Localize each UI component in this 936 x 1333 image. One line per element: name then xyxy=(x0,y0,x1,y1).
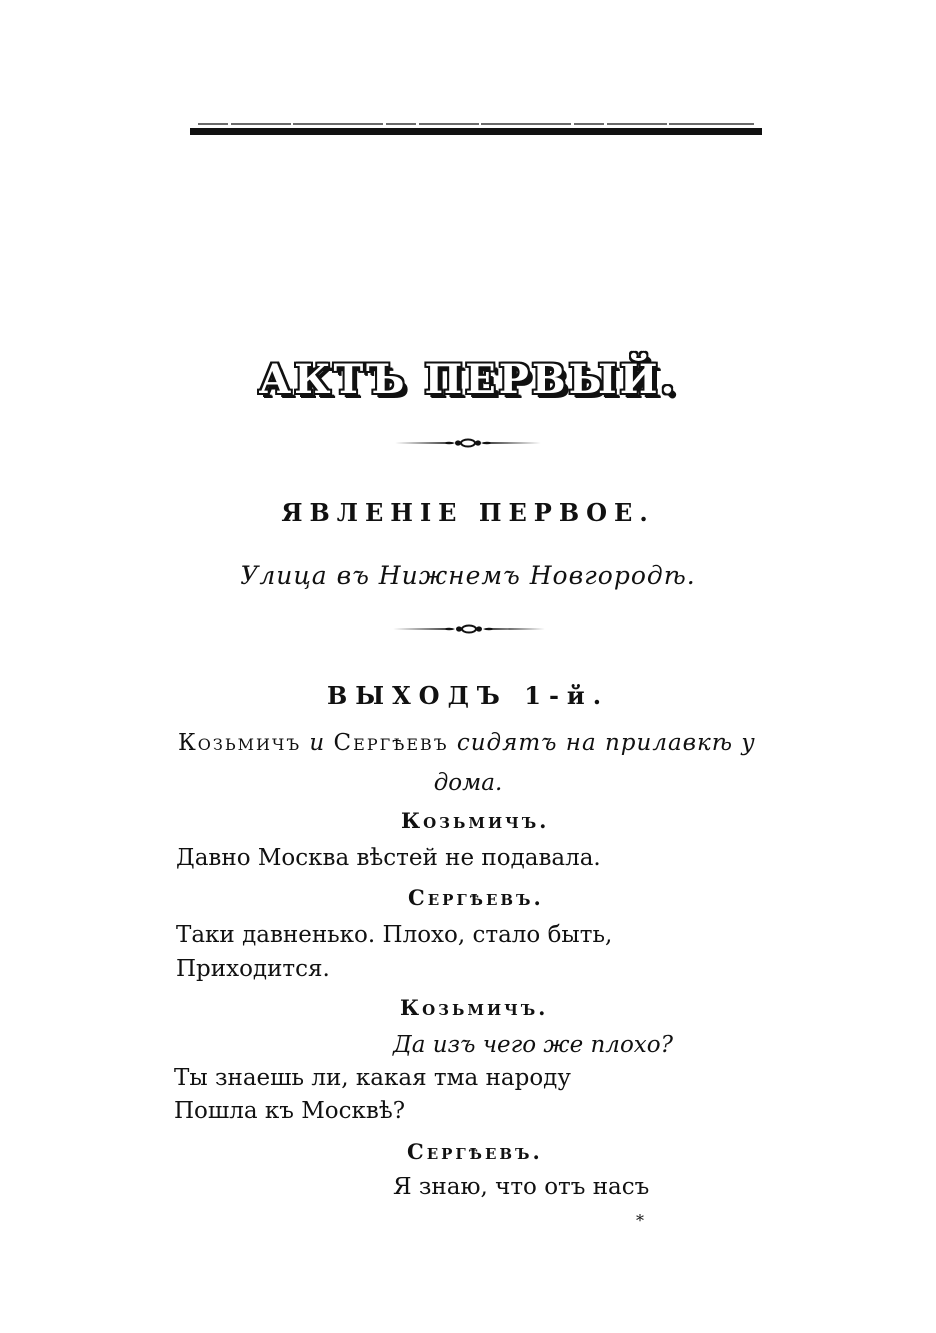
exit-title: ВЫХОДЪ 1-й. xyxy=(326,681,610,710)
speaker-label: Козьмичъ. xyxy=(400,995,549,1020)
dialogue-line: Ты знаешь ли, какая тма народу xyxy=(174,1065,571,1091)
character-name: Козьмичъ xyxy=(178,730,302,756)
dialogue-line: Да изъ чего же плохо? xyxy=(393,1032,673,1058)
signature-mark: * xyxy=(636,1211,644,1230)
top-rule-ornament xyxy=(188,122,764,138)
scene-title: ЯВЛЕНІЕ ПЕРВОЕ. xyxy=(281,498,655,527)
divider-ornament xyxy=(395,436,541,450)
direction-conjunction: и xyxy=(309,730,326,756)
speaker-label: Сергѣевъ. xyxy=(407,1139,543,1164)
speaker-label: Сергѣевъ. xyxy=(408,885,544,910)
scene-location: Улица въ Нижнемъ Новгородѣ. xyxy=(240,561,696,590)
stage-direction xyxy=(178,730,756,756)
stage-direction-continued: дома. xyxy=(433,770,503,796)
speaker-label: Козьмичъ. xyxy=(401,808,550,833)
dialogue-line: Таки давненько. Плохо, стало быть, xyxy=(176,922,613,948)
dialogue-line: Давно Москва вѣстей не подавала. xyxy=(176,845,601,871)
character-name: Сергѣевъ xyxy=(333,730,449,756)
act-title: АКТЪ ПЕРВЫЙ. xyxy=(258,356,678,403)
direction-action: сидятъ на прилавкѣ у xyxy=(456,730,756,756)
dialogue-line: Пошла къ Москвѣ? xyxy=(174,1098,406,1124)
divider-ornament xyxy=(393,622,545,636)
dialogue-line: Приходится. xyxy=(176,956,330,982)
dialogue-line: Я знаю, что отъ насъ xyxy=(393,1174,650,1200)
